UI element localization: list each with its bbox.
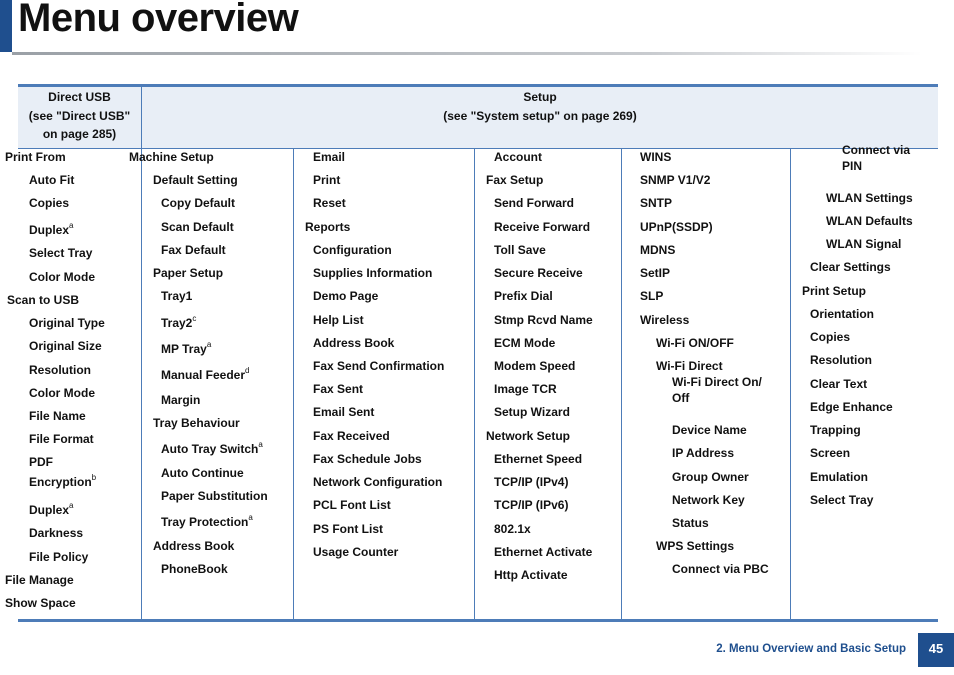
- menu-item-label: Help List: [313, 313, 364, 327]
- menu-item-label: Show Space: [5, 596, 76, 610]
- menu-item-label: TCP/IP (IPv6): [494, 498, 569, 512]
- menu-item: [5, 595, 76, 611]
- footnote-marker: a: [69, 501, 74, 510]
- menu-item: [313, 451, 422, 467]
- header-setup-line: Setup: [523, 90, 557, 104]
- menu-item: [672, 445, 734, 461]
- menu-item-label: Auto Fit: [29, 173, 75, 187]
- menu-item-label: SNMP V1/V2: [640, 173, 711, 187]
- menu-item-label: Wi-Fi Direct: [656, 359, 723, 373]
- header-setup-line: (see "System setup" on page 269): [443, 108, 637, 123]
- menu-item-label: Modem Speed: [494, 359, 576, 373]
- menu-item: [494, 474, 568, 490]
- menu-item-label: PCL Font List: [313, 498, 391, 512]
- menu-item-label: Tray Protection: [161, 515, 249, 529]
- footnote-marker: b: [91, 473, 97, 482]
- menu-item: [29, 525, 83, 541]
- menu-item: [29, 172, 74, 188]
- menu-item: [672, 469, 749, 485]
- menu-item: [656, 358, 723, 374]
- menu-item: [313, 544, 398, 560]
- menu-item: [494, 544, 592, 560]
- menu-item: [672, 515, 709, 531]
- menu-item-label: Machine Setup: [129, 150, 214, 164]
- menu-item: [313, 474, 442, 490]
- menu-item: [494, 195, 574, 211]
- header-direct-usb-line: (see "Direct USB": [28, 108, 131, 123]
- menu-item: [29, 269, 95, 285]
- menu-item: [494, 404, 570, 420]
- header-setup: [142, 87, 938, 148]
- column-divider: [621, 148, 622, 619]
- menu-item-label: File Name: [29, 409, 86, 423]
- menu-item: [640, 265, 670, 281]
- menu-item-label: Original Type: [29, 316, 105, 330]
- menu-item: [29, 245, 92, 261]
- menu-item-label: Account: [494, 150, 542, 164]
- menu-item: [313, 242, 392, 258]
- column-divider: [293, 148, 294, 619]
- menu-item: [810, 399, 893, 415]
- menu-item: [5, 572, 74, 588]
- menu-item-label: Connect via PIN: [842, 143, 911, 173]
- menu-item: [29, 219, 73, 238]
- menu-item: [161, 242, 226, 258]
- menu-item-label: Color Mode: [29, 270, 95, 284]
- menu-item-label: Reset: [313, 196, 346, 210]
- menu-item: [672, 561, 769, 577]
- menu-item: [640, 288, 663, 304]
- menu-item-label: Screen: [810, 446, 851, 460]
- menu-item-label: Address Book: [313, 336, 395, 350]
- menu-item: [494, 497, 568, 513]
- header-direct-usb-line: on page 285): [42, 127, 117, 141]
- menu-item-label: Secure Receive: [494, 266, 583, 280]
- menu-item: [810, 259, 891, 275]
- menu-item-label: Paper Setup: [153, 266, 224, 280]
- menu-item: [494, 219, 590, 235]
- menu-item-label: Original Size: [29, 339, 102, 353]
- menu-item: [494, 288, 553, 304]
- menu-item: [161, 488, 268, 504]
- menu-item-label: Color Mode: [29, 386, 95, 400]
- menu-item: [313, 172, 340, 188]
- menu-item: [161, 438, 263, 457]
- menu-item-label: Demo Page: [313, 289, 379, 303]
- menu-item-label: Duplex: [29, 503, 70, 517]
- menu-item-label: Network Configuration: [313, 475, 443, 489]
- menu-item-label: ECM Mode: [494, 336, 556, 350]
- menu-item-label: Address Book: [153, 539, 235, 553]
- menu-item-label: Usage Counter: [313, 545, 399, 559]
- menu-item-label: Scan Default: [161, 220, 234, 234]
- menu-item: [810, 422, 861, 438]
- menu-item-label: PDF: [29, 455, 53, 469]
- menu-item-label: Copies: [29, 196, 70, 210]
- footnote-marker: d: [245, 366, 250, 375]
- menu-item: [826, 213, 913, 229]
- menu-item: [640, 149, 671, 165]
- page-number: 45: [918, 633, 954, 667]
- menu-item-label: SNTP: [640, 196, 673, 210]
- menu-item-label: Copy Default: [161, 196, 236, 210]
- menu-item-label: Orientation: [810, 307, 875, 321]
- menu-item-label: Ethernet Speed: [494, 452, 583, 466]
- menu-item-label: Copies: [810, 330, 851, 344]
- menu-item: [29, 338, 102, 354]
- menu-item: [29, 499, 73, 518]
- menu-item: [802, 283, 866, 299]
- menu-item-label: Emulation: [810, 470, 869, 484]
- menu-item-label: Print Setup: [802, 284, 867, 298]
- menu-item: [494, 358, 575, 374]
- menu-item-label: Resolution: [29, 363, 91, 377]
- menu-item-label: Http Activate: [494, 568, 568, 582]
- menu-item: [313, 358, 444, 374]
- menu-item-label: Edge Enhance: [810, 400, 893, 414]
- menu-item-label: WINS: [640, 150, 672, 164]
- header-direct-usb: [18, 87, 141, 148]
- menu-item-label: File Format: [29, 432, 94, 446]
- menu-item: [313, 497, 391, 513]
- menu-item-label: Group Owner: [672, 470, 749, 484]
- menu-item-label: WLAN Settings: [826, 191, 913, 205]
- menu-item-label: Fax Send Confirmation: [313, 359, 445, 373]
- menu-item-label: Email Sent: [313, 405, 375, 419]
- menu-item-label: WLAN Defaults: [826, 214, 913, 228]
- footnote-marker: a: [206, 340, 212, 349]
- menu-item-label: Reports: [305, 220, 351, 234]
- footnote-marker: a: [69, 221, 74, 230]
- menu-item-label: SLP: [640, 289, 664, 303]
- menu-item: [826, 236, 901, 252]
- menu-item-label: Paper Substitution: [161, 489, 268, 503]
- menu-item-label: Print: [313, 173, 341, 187]
- menu-item: [313, 149, 345, 165]
- menu-item: [313, 428, 390, 444]
- header-direct-usb-line: Direct USB: [48, 90, 111, 104]
- menu-item: [656, 538, 734, 554]
- title-accent-bar: [0, 0, 12, 52]
- menu-item-label: Fax Setup: [486, 173, 544, 187]
- menu-item-label: Device Name: [672, 423, 747, 437]
- menu-item: [494, 265, 583, 281]
- menu-item: [29, 385, 95, 401]
- menu-item-label: Auto Continue: [161, 466, 244, 480]
- menu-item: [494, 521, 531, 537]
- menu-item: [313, 265, 432, 281]
- menu-item-label: Configuration: [313, 243, 392, 257]
- menu-item: [161, 364, 249, 383]
- menu-item: [153, 265, 223, 281]
- menu-item-label: Image TCR: [494, 382, 557, 396]
- menu-item-label: Email: [313, 150, 346, 164]
- menu-item-label: Tray Behaviour: [153, 416, 240, 430]
- menu-item: [153, 415, 240, 431]
- menu-item-label: Auto Tray Switch: [161, 442, 259, 456]
- footnote-marker: a: [248, 513, 253, 522]
- menu-item-label: Select Tray: [29, 246, 93, 260]
- menu-item: [672, 374, 768, 406]
- menu-item-label: Wi-Fi Direct On/ Off: [672, 375, 762, 405]
- menu-item: [7, 292, 79, 308]
- menu-item: [29, 315, 105, 331]
- menu-item: [640, 312, 689, 328]
- menu-item: [494, 149, 542, 165]
- menu-item-label: Status: [672, 516, 709, 530]
- menu-item-label: PhoneBook: [161, 562, 228, 576]
- menu-item: [640, 172, 710, 188]
- menu-item-label: Prefix Dial: [494, 289, 553, 303]
- menu-item: [313, 288, 378, 304]
- menu-item: [494, 242, 546, 258]
- menu-item-label: Clear Text: [810, 377, 868, 391]
- menu-item-label: Supplies Information: [313, 266, 433, 280]
- menu-item: [29, 549, 88, 565]
- menu-item-label: Encryption: [29, 475, 92, 489]
- menu-item-label: WLAN Signal: [826, 237, 902, 251]
- menu-item-label: File Policy: [29, 550, 89, 564]
- menu-item-label: Fax Sent: [313, 382, 364, 396]
- menu-item-label: Network Key: [672, 493, 745, 507]
- menu-item-label: Darkness: [29, 526, 84, 540]
- menu-item-label: Wi-Fi ON/OFF: [656, 336, 734, 350]
- column-divider: [790, 148, 791, 619]
- menu-item: [810, 492, 873, 508]
- menu-item: [29, 431, 94, 447]
- menu-item-label: Clear Settings: [810, 260, 891, 274]
- menu-item-label: Connect via PBC: [672, 562, 769, 576]
- menu-item: [486, 172, 543, 188]
- menu-item: [810, 329, 850, 345]
- menu-item: [161, 312, 196, 331]
- menu-item: [810, 352, 872, 368]
- menu-item-label: MP Tray: [161, 342, 207, 356]
- menu-item: [494, 381, 557, 397]
- menu-item: [29, 454, 53, 470]
- menu-item: [313, 335, 394, 351]
- menu-item-label: UPnP(SSDP): [640, 220, 713, 234]
- menu-item-label: IP Address: [672, 446, 735, 460]
- menu-item-label: Receive Forward: [494, 220, 591, 234]
- menu-item: [810, 445, 850, 461]
- menu-item: [153, 172, 238, 188]
- menu-item-label: Network Setup: [486, 429, 571, 443]
- menu-item-label: PS Font List: [313, 522, 383, 536]
- menu-item: [826, 190, 913, 206]
- menu-item: [810, 306, 874, 322]
- menu-item: [494, 567, 568, 583]
- footnote-marker: a: [258, 440, 263, 449]
- menu-item: [313, 521, 383, 537]
- menu-item: [810, 376, 867, 392]
- menu-item: [640, 242, 675, 258]
- menu-item: [305, 219, 350, 235]
- menu-item-label: Fax Default: [161, 243, 226, 257]
- menu-item: [313, 381, 363, 397]
- menu-item: [29, 471, 96, 490]
- menu-item-label: TCP/IP (IPv4): [494, 475, 569, 489]
- menu-item: [161, 392, 200, 408]
- menu-item: [161, 219, 234, 235]
- menu-item-label: Trapping: [810, 423, 861, 437]
- menu-item: [129, 149, 214, 165]
- menu-item-label: Select Tray: [810, 493, 874, 507]
- menu-item-label: Default Setting: [153, 173, 238, 187]
- menu-item-label: Duplex: [29, 223, 70, 237]
- menu-item-label: MDNS: [640, 243, 676, 257]
- menu-item: [29, 408, 86, 424]
- menu-item-label: Wireless: [640, 313, 690, 327]
- menu-item: [153, 538, 234, 554]
- menu-item: [29, 362, 91, 378]
- menu-item: [313, 195, 346, 211]
- menu-item-label: 802.1x: [494, 522, 531, 536]
- menu-item-label: Tray1: [161, 289, 193, 303]
- menu-item: [486, 428, 570, 444]
- menu-item: [29, 195, 69, 211]
- menu-item-label: Send Forward: [494, 196, 575, 210]
- menu-item: [494, 312, 593, 328]
- menu-item: [494, 451, 582, 467]
- menu-item: [5, 149, 66, 165]
- menu-item-label: Toll Save: [494, 243, 546, 257]
- menu-item-label: Print From: [5, 150, 66, 164]
- menu-item-label: Setup Wizard: [494, 405, 570, 419]
- column-divider: [141, 87, 142, 619]
- menu-item-label: Resolution: [810, 353, 872, 367]
- menu-item-label: File Manage: [5, 573, 74, 587]
- menu-item: [656, 335, 734, 351]
- menu-item-label: WPS Settings: [656, 539, 735, 553]
- menu-item: [161, 465, 244, 481]
- menu-item: [161, 195, 235, 211]
- menu-item-label: Fax Received: [313, 429, 390, 443]
- menu-item-label: Stmp Rcvd Name: [494, 313, 593, 327]
- menu-item-label: Manual Feeder: [161, 368, 246, 382]
- menu-item: [494, 335, 555, 351]
- menu-overview-table: [5, 84, 938, 622]
- menu-item-label: Margin: [161, 393, 201, 407]
- menu-item-label: SetIP: [640, 266, 671, 280]
- menu-item: [640, 195, 672, 211]
- menu-item: [810, 469, 868, 485]
- column-divider: [474, 148, 475, 619]
- menu-item-label: Fax Schedule Jobs: [313, 452, 422, 466]
- menu-item: [313, 404, 374, 420]
- menu-item: [161, 338, 211, 357]
- menu-item-label: Scan to USB: [7, 293, 80, 307]
- page-title: Menu overview: [18, 0, 299, 40]
- menu-item: [313, 312, 364, 328]
- menu-item: [672, 422, 747, 438]
- menu-item: [672, 492, 745, 508]
- title-underline: [12, 52, 922, 55]
- menu-item: [842, 142, 920, 174]
- menu-item-label: Ethernet Activate: [494, 545, 593, 559]
- footer-section-title: 2. Menu Overview and Basic Setup: [716, 643, 906, 655]
- menu-item: [161, 511, 253, 530]
- menu-item-label: Tray2: [161, 316, 193, 330]
- menu-item: [640, 219, 713, 235]
- menu-item: [161, 288, 192, 304]
- footnote-marker: c: [192, 314, 197, 323]
- menu-item: [161, 561, 228, 577]
